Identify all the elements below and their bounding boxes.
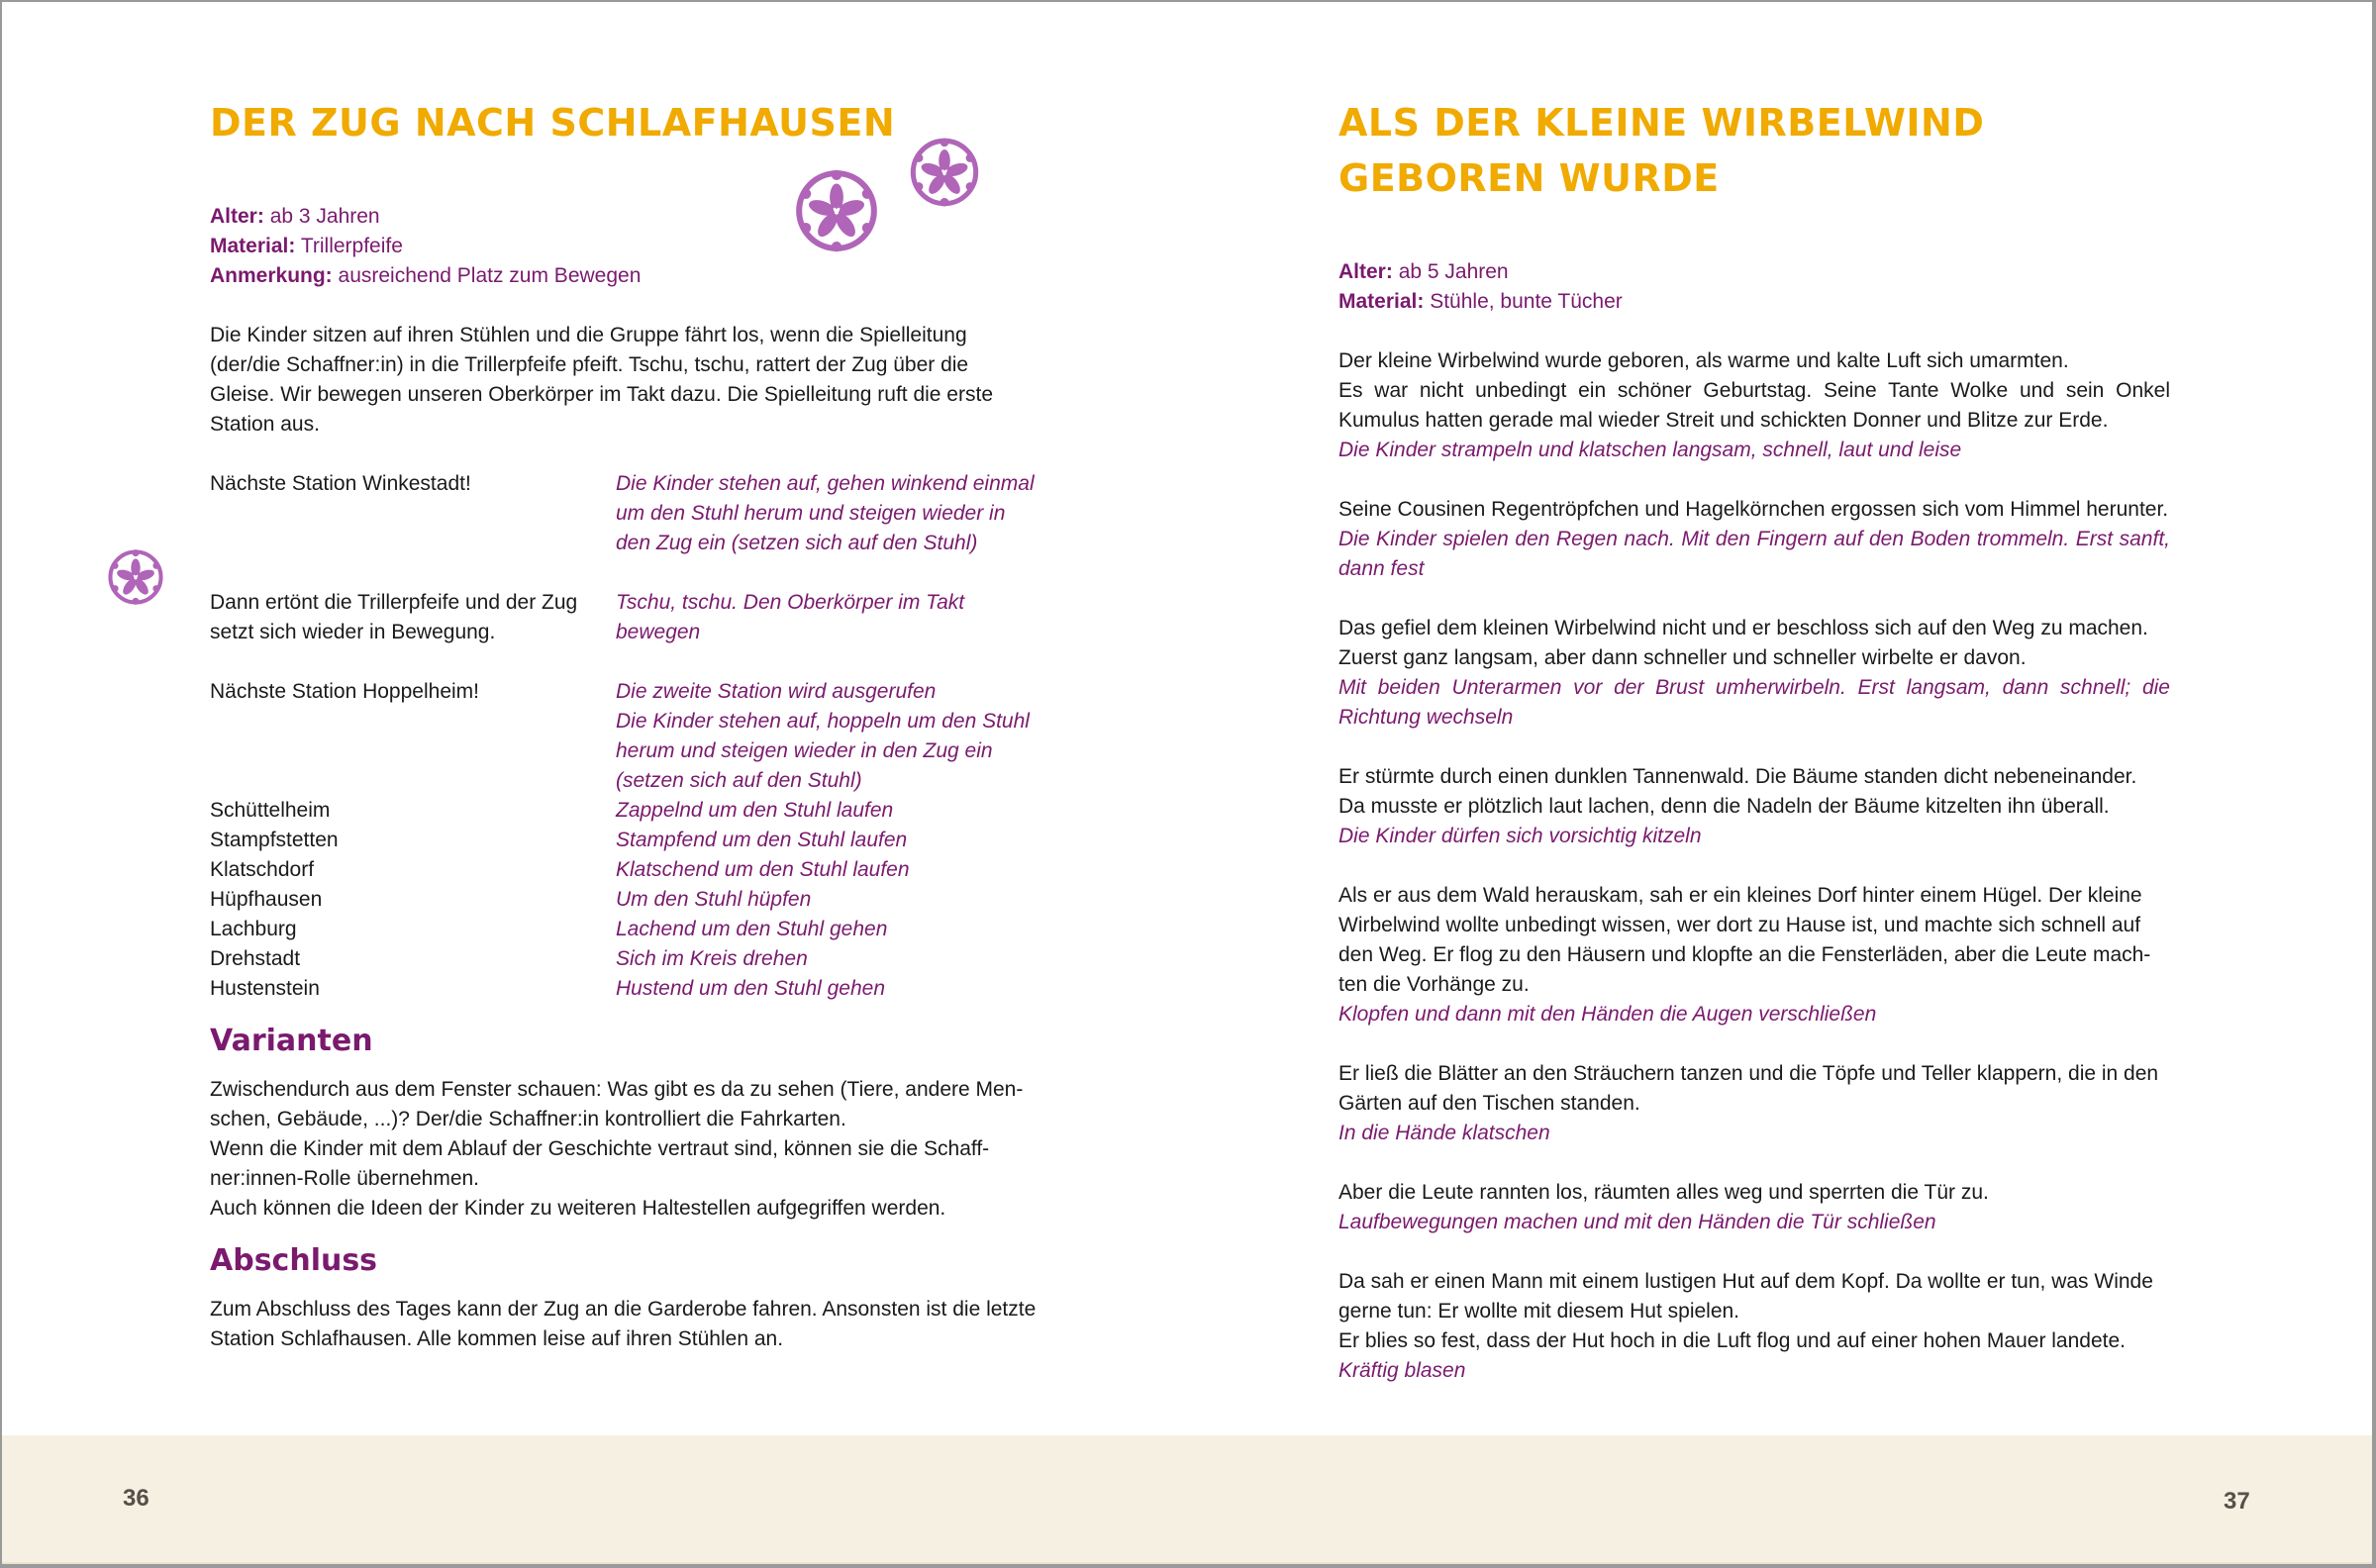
station-row: Schüttelheim Zappelnd um den Stuhl laufen	[210, 799, 894, 822]
station-row: Hüpfhausen Um den Stuhl hüpfen	[210, 888, 812, 911]
page-number-left: 36	[123, 1485, 149, 1512]
meta-material: Material: Stühle, bunte Tücher	[1338, 290, 1623, 313]
meta-material: Material: Trillerpfeife	[210, 235, 403, 257]
story-paragraph: Er stürmte durch einen dunklen Tannenwald. Die Bäume standen dicht nebeneinander. Da musste er plötzlich laut lachen, denn die Nadeln der Bäume kitzelten ihn überall. Die Kinder dürfen sich vorsichtig kitzeln	[1338, 765, 2137, 847]
left-page-title: DER ZUG NACH SCHLAFHAUSEN	[210, 101, 896, 145]
right-page-content	[1338, 257, 2170, 1386]
meta-anmerkung: Anmerkung: ausreichend Platz zum Bewegen	[210, 264, 642, 287]
station-row-winkestadt: Nächste Station Winkestadt! Die Kinder stehen auf, gehen winkend einmal um den Stuhl herum und steigen wieder in den Zug ein (setzen sich auf den Stuhl)	[210, 472, 1035, 554]
left-page-content	[210, 202, 1043, 1354]
page-number-right: 37	[2224, 1488, 2250, 1515]
station-row-trillerpfeife: Dann ertönt die Trillerpfeife und der Zug setzt sich wieder in Bewegung. Tschu, tschu. Den Oberkörper im Takt bewegen	[210, 591, 965, 643]
flower-stamp-icon	[794, 168, 879, 253]
right-page-title: ALS DER KLEINE WIRBELWIND GEBOREN WURDE	[1338, 101, 1985, 200]
station-row: Lachburg Lachend um den Stuhl gehen	[210, 918, 888, 940]
abschluss-text: Zum Abschluss des Tages kann der Zug an die Garderobe fahren. Ansonsten ist die letzte Station Schlafhausen. Alle kommen leise auf ihren Stühlen an.	[210, 1298, 1037, 1350]
story-paragraph: Der kleine Wirbelwind wurde geboren, als warme und kalte Luft sich umarmten. Es war nicht unbedingt ein schöner Geburtstag. Seine Tante Wolke und sein Onkel Kumulus hatten gerade mal wieder Streit und schickten Donner und Blitze zur Erde. Die Kinder strampeln und klatschen langsam, schnell, laut und leise	[1338, 349, 2170, 461]
story-paragraph: Er ließ die Blätter an den Sträuchern tanzen und die Töpfe und Teller klappern, die in den Gärten auf den Tischen standen. In die Hände klatschen	[1338, 1062, 2159, 1144]
abschluss-heading: Abschluss	[210, 1243, 378, 1278]
intro-paragraph: Die Kinder sitzen auf ihren Stühlen und die Gruppe fährt los, wenn die Spielleitung (der/die Schaffner:in) in die Trillerpfeife pfeift. Tschu, tschu, rattert der Zug über die Gleise. Wir bewegen unseren Oberkörper im Takt dazu. Die Spielleitung ruft die erste Station aus.	[210, 324, 993, 436]
flower-stamp-icon	[107, 548, 164, 606]
flower-stamp-icon	[909, 137, 980, 208]
station-row: Stampfstetten Stampfend um den Stuhl laufen	[210, 829, 908, 851]
meta-alter: Alter: ab 3 Jahren	[210, 205, 380, 228]
story-paragraph: Seine Cousinen Regentröpfchen und Hagelkörnchen ergossen sich vom Himmel herunter. Die Kinder spielen den Regen nach. Mit den Fingern auf den Boden trommeln. Erst sanft, dann fest	[1338, 498, 2170, 580]
varianten-text: Zwischendurch aus dem Fenster schauen: Was gibt es da zu sehen (Tiere, andere Men- schen, Gebäude, ...)? Der/die Schaffner:in kontrolliert die Fahrkarten. Wenn die Kinder mit dem Ablauf der Geschichte vertraut sind, können sie die Schaff- ner:innen-Rolle übernehmen. Auch können die Ideen der Kinder zu weiteren Haltestellen aufgegriffen werden.	[210, 1078, 1024, 1220]
varianten-heading: Varianten	[210, 1024, 373, 1058]
station-list	[210, 796, 1043, 1004]
station-row: Drehstadt Sich im Kreis drehen	[210, 947, 808, 970]
station-row: Hustenstein Hustend um den Stuhl gehen	[210, 977, 886, 1000]
meta-block	[1338, 257, 2170, 317]
story-paragraph: Als er aus dem Wald herauskam, sah er ein kleines Dorf hinter einem Hügel. Der kleine Wirbelwind wollte unbedingt wissen, wer dort zu Hause ist, und machte sich schnell auf den Weg. Er flog zu den Häusern und klopfte an die Fensterläden, aber die Leute mach- ten die Vorhänge zu. Klopfen und dann mit den Händen die Augen verschließen	[1338, 884, 2151, 1026]
meta-alter: Alter: ab 5 Jahren	[1338, 260, 1509, 283]
story-paragraph: Da sah er einen Mann mit einem lustigen Hut auf dem Kopf. Da wollte er tun, was Winde gerne tun: Er wollte mit diesem Hut spielen. Er blies so fest, dass der Hut hoch in die Luft flog und auf einer hohen Mauer landete. Kräftig blasen	[1338, 1270, 2153, 1382]
station-row: Klatschdorf Klatschend um den Stuhl laufen	[210, 858, 910, 881]
story-paragraph: Das gefiel dem kleinen Wirbelwind nicht und er beschloss sich auf den Weg zu machen. Zuerst ganz langsam, aber dann schneller und schneller wirbelte er davon. Mit beiden Unterarmen vor der Brust umherwirbeln. Erst langsam, dann schnell; die Richtung wechseln	[1338, 617, 2170, 729]
station-row-hoppelheim: Nächste Station Hoppelheim! Die zweite Station wird ausgerufen Die Kinder stehen auf, hoppeln um den Stuhl herum und steigen wieder in den Zug ein (setzen sich auf den Stuhl)	[210, 680, 1030, 792]
footer-band	[2, 1435, 2372, 1564]
meta-block	[210, 202, 1043, 291]
story-paragraph: Aber die Leute rannten los, räumten alles weg und sperrten die Tür zu. Laufbewegungen machen und mit den Händen die Tür schließen	[1338, 1181, 1989, 1233]
